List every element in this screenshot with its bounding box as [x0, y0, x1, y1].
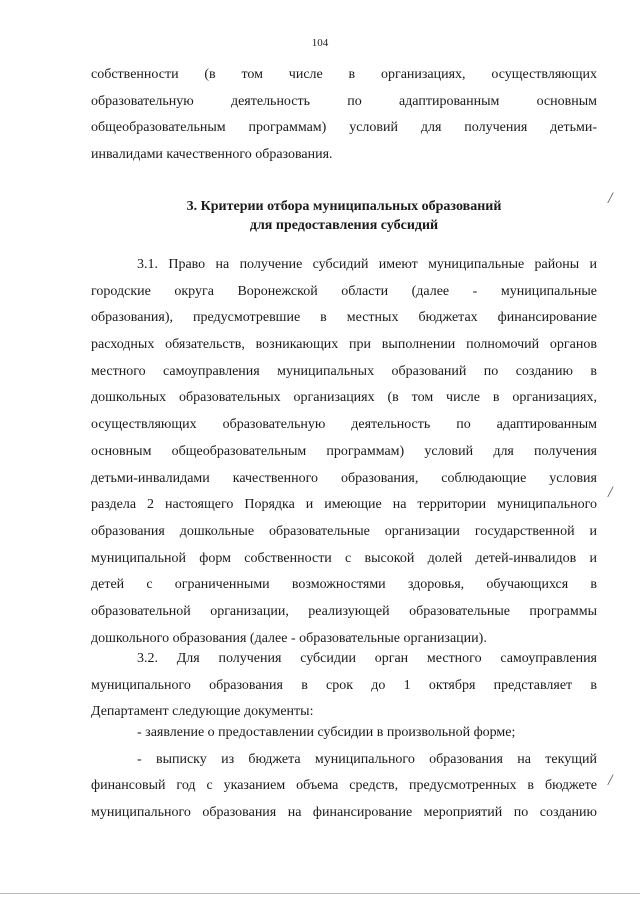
text-line: муниципального образования на финансирование мероприятий по созданию	[91, 805, 597, 821]
text-line: расходных обязательств, возникающих при выполнении полномочий органов	[91, 337, 597, 353]
text-line: образования), предусмотревшие в местных бюджетах финансирование	[91, 310, 597, 326]
text-line: дошкольных образовательных организациях (в том числе в организациях,	[91, 390, 597, 406]
list-item: - выписку из бюджета муниципального образования на текущий	[137, 751, 597, 767]
top-paragraph	[91, 62, 597, 169]
heading-line: 3. Критерии отбора муниципальных образований	[186, 199, 502, 214]
margin-pen-mark: /	[608, 772, 613, 789]
text-line: образовательной организации, реализующей образовательные программы	[91, 603, 597, 619]
margin-pen-mark: /	[608, 190, 613, 207]
text-line: собственности (в том числе в организациях, осуществляющих	[91, 67, 597, 82]
section-heading	[91, 197, 597, 235]
text-line: инвалидами качественного образования.	[91, 147, 333, 163]
text-line: дошкольного образования (далее - образовательные организации).	[91, 630, 487, 646]
text-line: 3.2. Для получения субсидии орган местного самоуправления	[137, 651, 597, 666]
text-line: основным общеобразовательным программам) условий для получения	[91, 443, 597, 459]
text-line: местного самоуправления муниципальных образований по созданию в	[91, 363, 597, 379]
paragraph-3-2	[91, 646, 597, 726]
text-line: городские округа Воронежской области (далее - муниципальные	[91, 283, 597, 299]
text-line: образовательную деятельность по адаптированным основным	[91, 93, 597, 109]
text-line: 3.1. Право на получение субсидий имеют муниципальные районы и	[137, 257, 597, 272]
text-line: детей с ограниченными возможностями здоровья, обучающихся в	[91, 577, 597, 593]
text-line: муниципального образования в срок до 1 октября представляет в	[91, 677, 597, 693]
text-line: образования дошкольные образовательные организации государственной и	[91, 523, 597, 539]
text-line: общеобразовательным программам) условий для получения детьми-	[91, 120, 597, 136]
text-line: финансовый год с указанием объема средств, предусмотренных в бюджете	[91, 778, 597, 794]
paragraph-3-1	[91, 252, 597, 652]
text-line: осуществляющих образовательную деятельность по адаптированным	[91, 417, 597, 433]
text-line: Департамент следующие документы:	[91, 704, 314, 720]
document-list	[91, 720, 597, 827]
page-number: 104	[311, 37, 329, 49]
text-line: муниципальной форм собственности с высокой долей детей-инвалидов и	[91, 550, 597, 566]
heading-line: для предоставления субсидий	[249, 218, 439, 233]
text-line: детьми-инвалидами качественного образования, соблюдающие условия	[91, 470, 597, 486]
page-bottom-edge	[0, 893, 640, 894]
text-line: раздела 2 настоящего Порядка и имеющие на территории муниципального	[91, 497, 597, 513]
margin-pen-mark: /	[608, 484, 613, 501]
list-item: - заявление о предоставлении субсидии в произвольной форме;	[137, 725, 516, 740]
